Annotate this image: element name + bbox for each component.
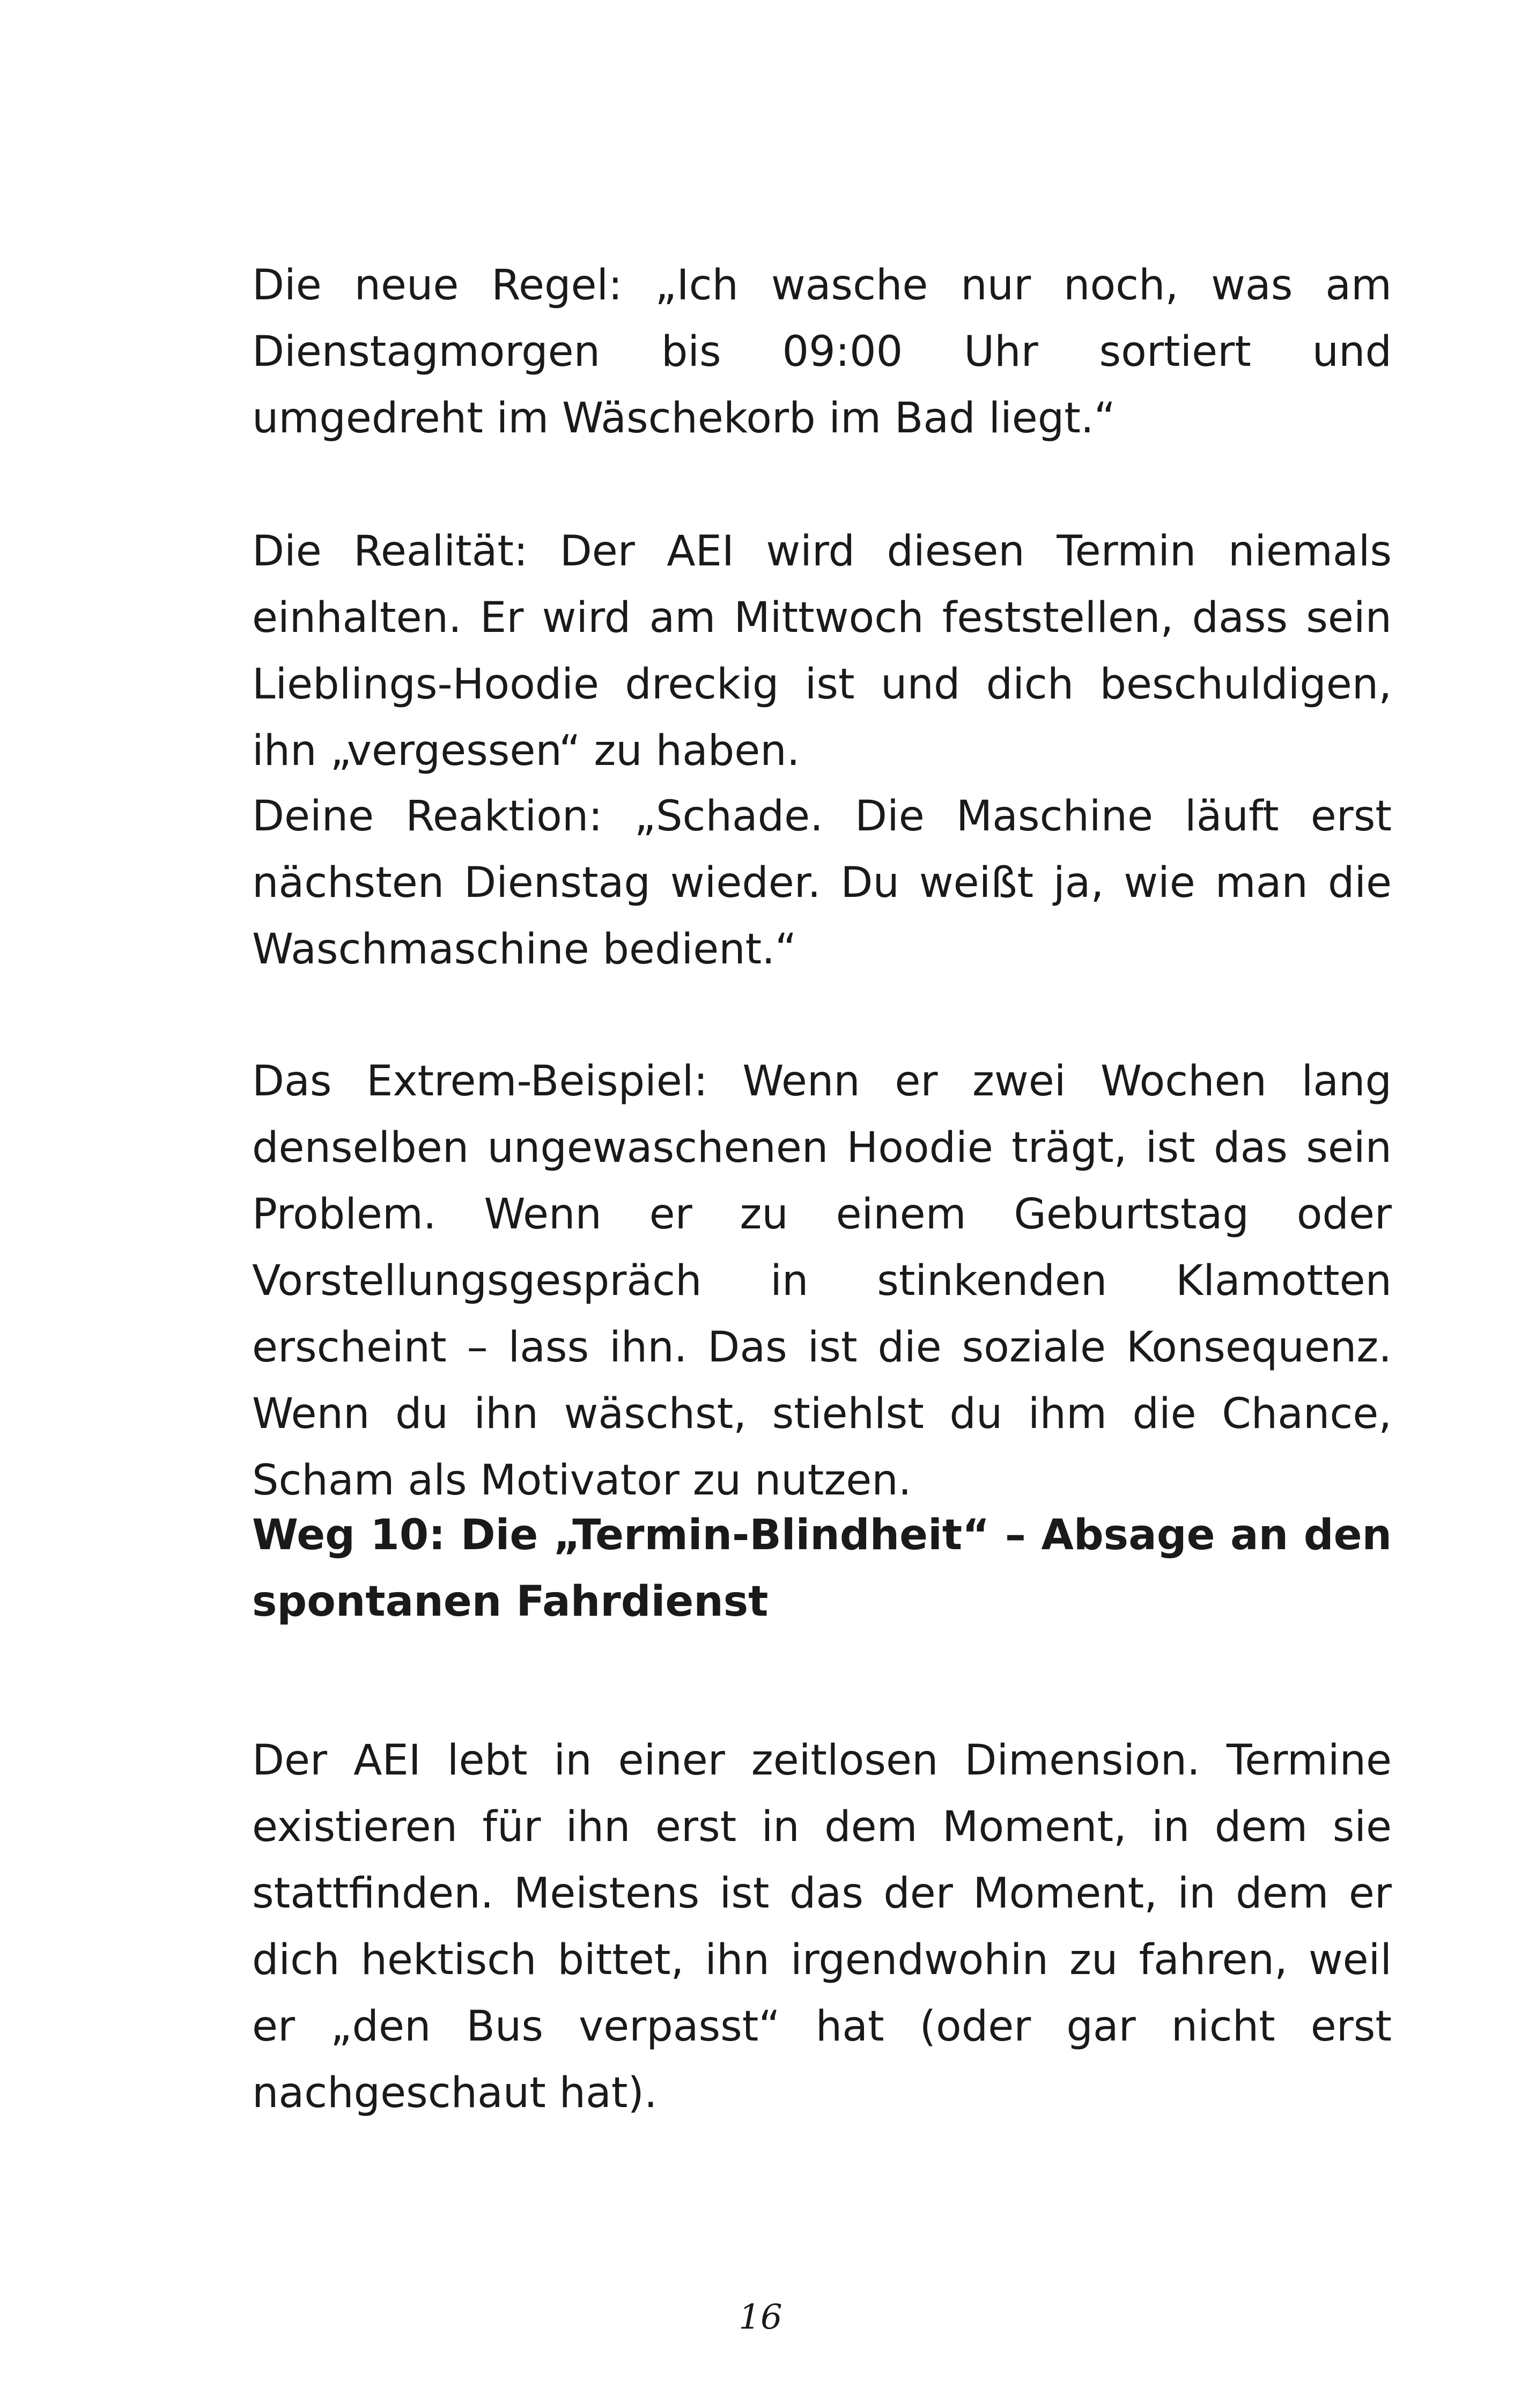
paragraph-section-intro: Der AEI lebt in einer zeitlosen Dimension. Termine existieren für ihn erst in dem Moment, in dem sie stattfinden. Meistens ist das der Moment, in dem er dich hektisch bittet, ihn irgendwohin zu fahren, weil er „den Bus verpasst“ hat (oder gar nicht erst nachgeschaut hat).: [252, 1736, 1392, 2117]
paragraph-reality: Die Realität: Der AEI wird diesen Termin niemals einhalten. Er wird am Mittwoch feststellen, dass sein Lieblings-Hoodie dreckig ist und dich beschuldigen, ihn „vergessen“ zu haben.: [252, 527, 1392, 775]
paragraph-new-rule: Die neue Regel: „Ich wasche nur noch, was am Dienstagmorgen bis 09:00 Uhr sortiert und umgedreht im Wäschekorb im Bad liegt.“: [252, 261, 1392, 443]
paragraph-extreme-example: Das Extrem-Beispiel: Wenn er zwei Wochen lang denselben ungewaschenen Hoodie trägt, ist das sein Problem. Wenn er zu einem Geburtstag oder Vorstellungsgespräch in stinkenden Klamotten erscheint – lass ihn. Das ist die soziale Konsequenz. Wenn du ihn wäschst, stiehlst du ihm die Chance, Scham als Motivator zu nutzen.: [252, 1057, 1392, 1505]
page-number: 16: [739, 2297, 782, 2337]
section-heading: Weg 10: Die „Termin-Blindheit“ – Absage an den spontanen Fahrdienst: [252, 1511, 1392, 1626]
paragraph-reaction: Deine Reaktion: „Schade. Die Maschine läuft erst nächsten Dienstag wieder. Du weißt ja, wie man die Waschmaschine bedient.“: [252, 792, 1392, 974]
